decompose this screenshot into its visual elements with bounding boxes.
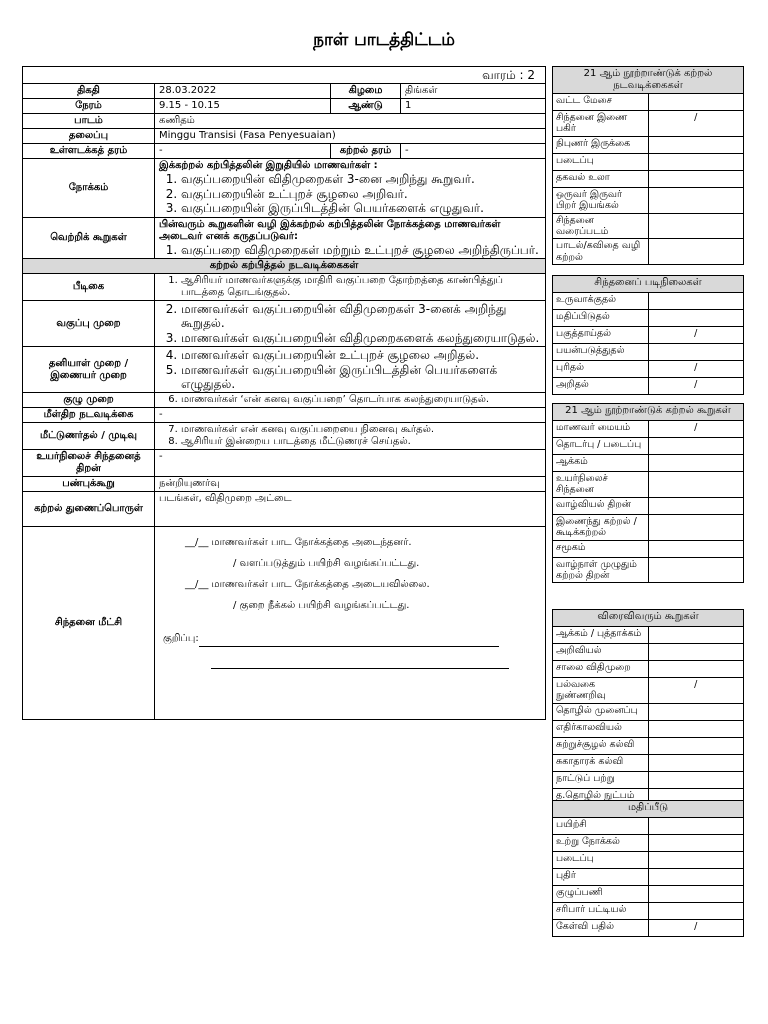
side-table-row bbox=[553, 327, 744, 344]
reflection-line: / வளப்படுத்தும் பயிற்சி வழங்கப்பட்டது. bbox=[233, 558, 420, 570]
row-label: வாழ்வியல் திறன் bbox=[553, 497, 649, 514]
row-label: குழுப்பணி bbox=[553, 886, 649, 903]
side-table-row bbox=[553, 514, 744, 540]
page-title: நாள் பாடத்திட்டம் bbox=[313, 30, 455, 50]
side-table-row bbox=[553, 361, 744, 378]
row-tick: / bbox=[648, 361, 744, 378]
objective-cell bbox=[155, 159, 546, 217]
success-item: 1. வகுப்பறை விதிமுறைகள் மற்றும் உட்புறச் சூழலை அறிந்திருப்பர். bbox=[181, 243, 541, 257]
row-tick bbox=[648, 170, 744, 187]
class-mode-cell bbox=[155, 300, 546, 346]
row-tick bbox=[648, 852, 744, 869]
row-label: பகுத்தாய்தல் bbox=[553, 327, 649, 344]
21st-century-elements-table bbox=[552, 403, 744, 583]
activity-item: 3. மாணவர்கள் வகுப்பறையின் விதிமுறைகளைக் கலந்துரையாடுதல். bbox=[181, 331, 541, 345]
activity-item: 7. மாணவர்கள் என் கனவு வகுப்பறையை நினைவு கூர்தல். bbox=[181, 424, 541, 436]
side-table-row bbox=[553, 111, 744, 137]
row-label: உற்று நோக்கல் bbox=[553, 835, 649, 852]
closure-cell bbox=[155, 423, 546, 450]
21st-century-activities-table bbox=[552, 66, 744, 265]
side-table-row bbox=[553, 678, 744, 704]
reflection-line: / குறை நீக்கல் பயிற்சி வழங்கப்பட்டது. bbox=[233, 600, 410, 612]
row-tick bbox=[648, 438, 744, 455]
row-tick bbox=[648, 869, 744, 886]
side-table-header: 21 ஆம் நூற்றாண்டுக் கற்றல் நடவடிக்கைகள் bbox=[553, 67, 744, 94]
row-tick bbox=[648, 720, 744, 737]
closure-label: மீட்டுணர்தல் / முடிவு bbox=[23, 423, 155, 450]
note-line bbox=[199, 631, 499, 647]
date-label: திகதி bbox=[23, 84, 155, 99]
row-label: பயன்படுத்துதல் bbox=[553, 344, 649, 361]
values-value: நன்றியுணர்வு bbox=[155, 477, 546, 492]
remedial-value: - bbox=[155, 408, 546, 423]
side-table-row bbox=[553, 644, 744, 661]
row-tick: / bbox=[648, 678, 744, 704]
row-tick: / bbox=[648, 111, 744, 137]
row-label: எதிர்காலவியல் bbox=[553, 720, 649, 737]
individual-mode-label: தனியாள் முறை / இணையர் முறை bbox=[23, 347, 155, 393]
row-tick bbox=[648, 136, 744, 153]
aids-label: கற்றல் துணைப்பொருள் bbox=[23, 492, 155, 527]
success-intro: பின்வரும் கூறுகளின் வழி இக்கற்றல் கற்பித்தலின் நோக்கத்தை மாணவர்கள் அடைவர் எனக் கருதப்படுவர்: bbox=[159, 218, 501, 242]
side-table-row bbox=[553, 835, 744, 852]
class-mode-label: வகுப்பு முறை bbox=[23, 300, 155, 346]
row-label: தொழில் முனைப்பு bbox=[553, 703, 649, 720]
learning-standard-value: - bbox=[401, 144, 546, 159]
row-tick bbox=[648, 497, 744, 514]
row-tick bbox=[648, 737, 744, 754]
side-table-row bbox=[553, 737, 744, 754]
objective-intro: இக்கற்றல் கற்பித்தலின் இறுதியில் மாணவர்கள் : bbox=[159, 160, 378, 172]
row-label: படைப்பு bbox=[553, 153, 649, 170]
note-line bbox=[211, 653, 509, 669]
side-table-header: மதிப்பீடு bbox=[553, 801, 744, 818]
learning-standard-label: கற்றல் தரம் bbox=[331, 144, 401, 159]
row-tick bbox=[648, 754, 744, 771]
remedial-label: மீள்திற நடவடிக்கை bbox=[23, 408, 155, 423]
row-label: சுற்றுச்சூழல் கல்வி bbox=[553, 737, 649, 754]
assessment-table bbox=[552, 800, 744, 937]
side-table-row bbox=[553, 920, 744, 937]
row-label: பல்வகை நுண்ணறிவு bbox=[553, 678, 649, 704]
group-mode-cell bbox=[155, 393, 546, 408]
row-label: தொடர்பு / படைப்பு bbox=[553, 438, 649, 455]
day-value: திங்கள் bbox=[401, 84, 546, 99]
side-table-row bbox=[553, 213, 744, 239]
row-label: சாலை விதிமுறை bbox=[553, 661, 649, 678]
activity-item: 8. ஆசிரியர் இன்றைய பாடத்தை மீட்டுணரச் செய்தல். bbox=[181, 436, 541, 448]
side-table-row bbox=[553, 310, 744, 327]
side-table-row bbox=[553, 627, 744, 644]
row-tick bbox=[648, 644, 744, 661]
row-label: நாட்டுப் பற்று bbox=[553, 771, 649, 788]
activities-header: கற்றல் கற்பித்தல் நடவடிக்கைகள் bbox=[23, 258, 546, 273]
side-table-row bbox=[553, 170, 744, 187]
row-label: சமூகம் bbox=[553, 540, 649, 557]
side-table-header: 21 ஆம் நூற்றாண்டுக் கற்றல் கூறுகள் bbox=[553, 404, 744, 421]
row-tick bbox=[648, 472, 744, 498]
side-table-row bbox=[553, 886, 744, 903]
year-value: 1 bbox=[401, 99, 546, 114]
cross-curricular-elements-table bbox=[552, 609, 744, 806]
side-table-row bbox=[553, 94, 744, 111]
week: வாரம் : 2 bbox=[23, 67, 546, 84]
group-mode-label: குழு முறை bbox=[23, 393, 155, 408]
time-label: நேரம் bbox=[23, 99, 155, 114]
row-tick bbox=[648, 344, 744, 361]
reflection-line: __/__ மாணவர்கள் பாட நோக்கத்தை அடைந்தனர். bbox=[185, 537, 412, 549]
row-tick bbox=[648, 627, 744, 644]
hots-value: - bbox=[155, 450, 546, 477]
row-label: ஆக்கம் bbox=[553, 455, 649, 472]
objective-label: நோக்கம் bbox=[23, 159, 155, 217]
side-table-header: விரைவிவரும் கூறுகள் bbox=[553, 610, 744, 627]
row-label: ஒருவர் இருவர் பிறர் இயங்கல் bbox=[553, 187, 649, 213]
row-label: சிந்தனை இணை பகிர் bbox=[553, 111, 649, 137]
year-label: ஆண்டு bbox=[331, 99, 401, 114]
side-table-row bbox=[553, 703, 744, 720]
side-table-row bbox=[553, 557, 744, 583]
row-tick bbox=[648, 903, 744, 920]
topic-value: Minggu Transisi (Fasa Penyesuaian) bbox=[155, 129, 546, 144]
activity-item: 5. மாணவர்கள் வகுப்பறையின் இருப்பிடத்தின் பெயர்களைக் எழுதுதல். bbox=[181, 363, 541, 392]
activity-item: 4. மாணவர்கள் வகுப்பறையின் உட்புறச் சூழலை அறிதல். bbox=[181, 348, 541, 362]
row-label: மாணவர் மையம் bbox=[553, 421, 649, 438]
row-tick bbox=[648, 239, 744, 265]
row-label: சுகாதாரக் கல்வி bbox=[553, 754, 649, 771]
time-value: 9.15 - 10.15 bbox=[155, 99, 331, 114]
side-table-row bbox=[553, 540, 744, 557]
side-table-row bbox=[553, 754, 744, 771]
objective-item: 2. வகுப்பறையின் உட்புறச் சூழலை அறிவர். bbox=[181, 187, 541, 201]
row-tick: / bbox=[648, 920, 744, 937]
row-tick bbox=[648, 540, 744, 557]
row-tick bbox=[648, 835, 744, 852]
row-tick: / bbox=[648, 378, 744, 395]
side-table-row bbox=[553, 497, 744, 514]
activity-item: 2. மாணவர்கள் வகுப்பறையின் விதிமுறைகள் 3-னைக் அறிந்து கூறுதல். bbox=[181, 302, 541, 331]
row-tick bbox=[648, 514, 744, 540]
individual-mode-cell bbox=[155, 347, 546, 393]
side-table-row bbox=[553, 903, 744, 920]
activity-item: 1. ஆசிரியர் மாணவர்களுக்கு மாதிரி வகுப்பறை தோற்றத்தை காண்பித்துப் பாடத்தை தொடங்குதல். bbox=[181, 275, 541, 299]
values-label: பண்புக்கூறு bbox=[23, 477, 155, 492]
date-value: 28.03.2022 bbox=[155, 84, 331, 99]
row-label: அறிவியல் bbox=[553, 644, 649, 661]
row-label: கேள்வி பதில் bbox=[553, 920, 649, 937]
row-label: பயிற்சி bbox=[553, 818, 649, 835]
subject-label: பாடம் bbox=[23, 114, 155, 129]
side-table-row bbox=[553, 136, 744, 153]
side-table-row bbox=[553, 869, 744, 886]
activity-item: 6. மாணவர்கள் ‘என் கனவு வகுப்பறை’ தொடர்பாக கலந்துரையாடுதல். bbox=[181, 394, 541, 406]
row-tick bbox=[648, 557, 744, 583]
objective-item: 3. வகுப்பறையின் இருப்பிடத்தின் பெயர்களைக் எழுதுவர். bbox=[181, 201, 541, 215]
row-label: புதிர் bbox=[553, 869, 649, 886]
side-table-row bbox=[553, 239, 744, 265]
row-tick bbox=[648, 213, 744, 239]
row-label: உயர்நிலைச் சிந்தனை bbox=[553, 472, 649, 498]
row-tick bbox=[648, 293, 744, 310]
induction-label: பீடிகை bbox=[23, 273, 155, 300]
side-table-row bbox=[553, 661, 744, 678]
side-table-row bbox=[553, 378, 744, 395]
objective-item: 1. வகுப்பறையின் விதிமுறைகள் 3-னை அறிந்து கூறுவர். bbox=[181, 172, 541, 186]
reflection-cell bbox=[155, 527, 546, 720]
success-criteria-label: வெற்றிக் கூறுகள் bbox=[23, 217, 155, 258]
row-label: மதிப்பிடுதல் bbox=[553, 310, 649, 327]
subject-value: கணிதம் bbox=[155, 114, 546, 129]
lesson-plan-table bbox=[22, 66, 546, 720]
side-table-row bbox=[553, 153, 744, 170]
row-tick bbox=[648, 818, 744, 835]
row-label: புரிதல் bbox=[553, 361, 649, 378]
thinking-levels-table bbox=[552, 275, 744, 395]
row-label: த.தொழில் நுட்பம் bbox=[553, 788, 649, 805]
reflection-label: சிந்தனை மீட்சி bbox=[23, 527, 155, 720]
row-label: உருவாக்குதல் bbox=[553, 293, 649, 310]
topic-label: தலைப்பு bbox=[23, 129, 155, 144]
row-tick bbox=[648, 886, 744, 903]
row-tick bbox=[648, 153, 744, 170]
row-label: வட்ட மேசை bbox=[553, 94, 649, 111]
day-label: கிழமை bbox=[331, 84, 401, 99]
induction-cell bbox=[155, 273, 546, 300]
row-tick: / bbox=[648, 327, 744, 344]
row-label: அறிதல் bbox=[553, 378, 649, 395]
side-table-row bbox=[553, 771, 744, 788]
side-table-row bbox=[553, 293, 744, 310]
row-tick bbox=[648, 187, 744, 213]
row-tick bbox=[648, 703, 744, 720]
row-label: படைப்பு bbox=[553, 852, 649, 869]
note-label: குறிப்பு: bbox=[163, 633, 199, 645]
side-table-row bbox=[553, 818, 744, 835]
row-label: இணைந்து கற்றல் / கூடிக்கற்றல் bbox=[553, 514, 649, 540]
hots-label: உயர்நிலைச் சிந்தனைத் திறன் bbox=[23, 450, 155, 477]
row-label: சரிபார் பட்டியல் bbox=[553, 903, 649, 920]
side-table-header: சிந்தனைப் படிநிலைகள் bbox=[553, 276, 744, 293]
content-standard-label: உள்ளடக்கத் தரம் bbox=[23, 144, 155, 159]
row-tick bbox=[648, 94, 744, 111]
side-table-row bbox=[553, 472, 744, 498]
row-tick bbox=[648, 310, 744, 327]
side-table-row bbox=[553, 720, 744, 737]
side-table-row bbox=[553, 187, 744, 213]
row-tick bbox=[648, 771, 744, 788]
row-label: ஆக்கம் / புத்தாக்கம் bbox=[553, 627, 649, 644]
side-table-row bbox=[553, 455, 744, 472]
side-table-row bbox=[553, 438, 744, 455]
row-label: சிந்தனை வரைப்படம் bbox=[553, 213, 649, 239]
row-label: தகவல் உலா bbox=[553, 170, 649, 187]
side-table-row bbox=[553, 421, 744, 438]
row-tick: / bbox=[648, 421, 744, 438]
row-label: நிபுணர் இருக்கை bbox=[553, 136, 649, 153]
success-criteria-cell bbox=[155, 217, 546, 258]
row-tick bbox=[648, 661, 744, 678]
reflection-line: __/__ மாணவர்கள் பாட நோக்கத்தை அடையவில்லை. bbox=[185, 579, 430, 591]
side-table-row bbox=[553, 344, 744, 361]
row-label: வாழ்நாள் முழுதும் கற்றல் திறன் bbox=[553, 557, 649, 583]
content-standard-value: - bbox=[155, 144, 331, 159]
aids-value: படங்கள், விதிமுறை அட்டை bbox=[155, 492, 546, 527]
side-table-row bbox=[553, 852, 744, 869]
row-tick bbox=[648, 455, 744, 472]
row-label: பாடல்/கவிதை வழி கற்றல் bbox=[553, 239, 649, 265]
